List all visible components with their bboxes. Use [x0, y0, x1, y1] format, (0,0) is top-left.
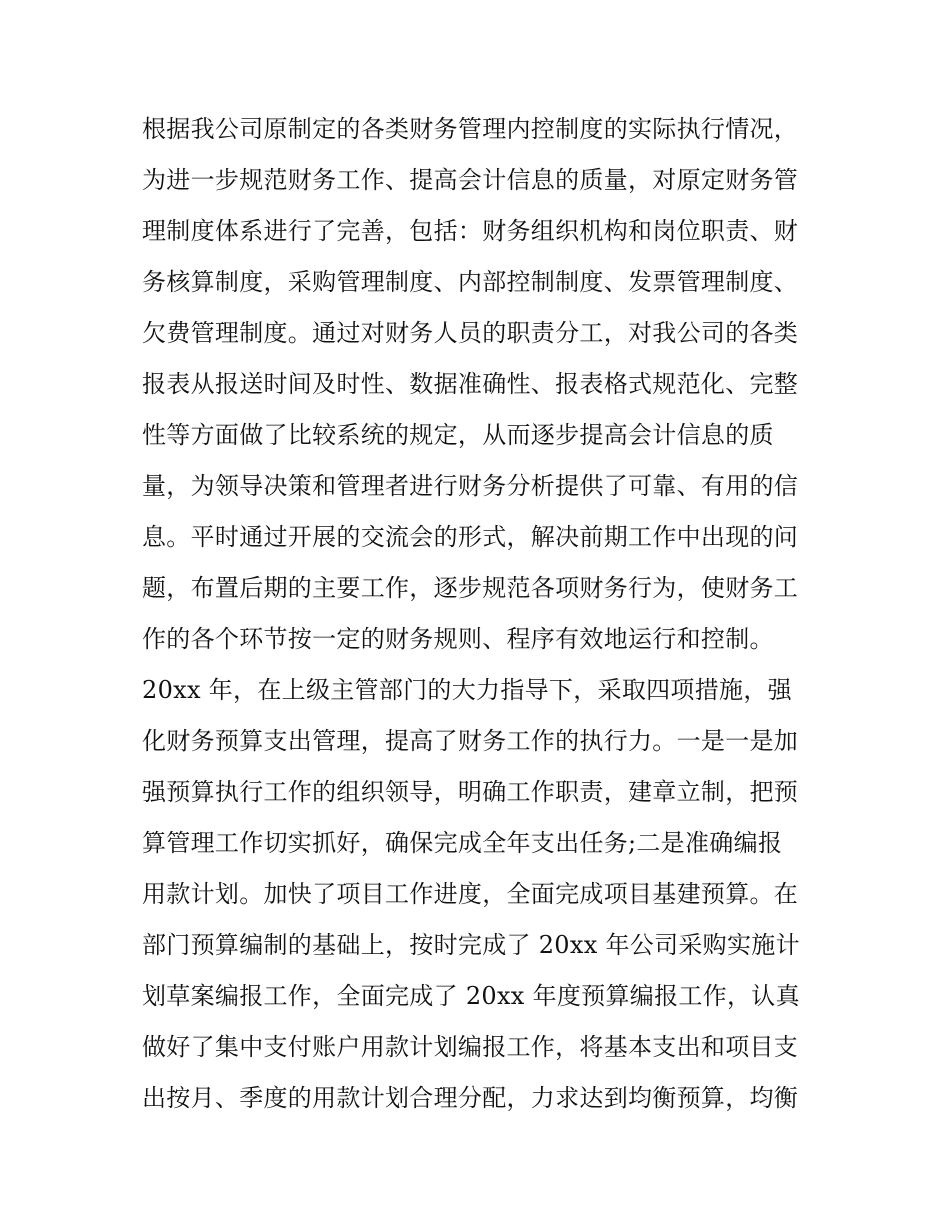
text-line: 化财务预算支出管理，提高了财务工作的执行力。一是一是加 [142, 727, 799, 755]
text-line: 根据我公司原制定的各类财务管理内控制度的实际执行情况， [142, 115, 799, 143]
text-line: 题，布置后期的主要工作，逐步规范各项财务行为，使财务工 [142, 574, 799, 602]
text-line: 性等方面做了比较系统的规定，从而逐步提高会计信息的质 [142, 421, 774, 449]
text-line: 划草案编报工作，全面完成了 20xx 年度预算编报工作，认真 [142, 982, 800, 1010]
text-line: 理制度体系进行了完善，包括：财务组织机构和岗位职责、财 [142, 217, 799, 245]
text-line: 欠费管理制度。通过对财务人员的职责分工，对我公司的各类 [142, 319, 799, 347]
text-line: 报表从报送时间及时性、数据准确性、报表格式规范化、完整 [142, 370, 799, 398]
text-line: 算管理工作切实抓好，确保完成全年支出任务;二是准确编报 [142, 829, 783, 857]
text-line: 用款计划。加快了项目工作进度，全面完成项目基建预算。在 [142, 880, 799, 908]
text-line: 量，为领导决策和管理者进行财务分析提供了可靠、有用的信 [142, 472, 799, 500]
text-line: 强预算执行工作的组织领导，明确工作职责，建章立制，把预 [142, 778, 799, 806]
text-line: 出按月、季度的用款计划合理分配，力求达到均衡预算，均衡 [142, 1084, 799, 1112]
text-line: 做好了集中支付账户用款计划编报工作，将基本支出和项目支 [142, 1033, 799, 1061]
text-line: 20xx 年，在上级主管部门的大力指导下，采取四项措施，强 [142, 676, 792, 704]
text-line: 务核算制度，采购管理制度、内部控制制度、发票管理制度、 [142, 268, 799, 296]
text-line: 作的各个环节按一定的财务规则、程序有效地运行和控制。 [142, 625, 774, 653]
text-line: 部门预算编制的基础上，按时完成了 20xx 年公司采购实施计 [142, 931, 800, 959]
body-paragraph [142, 104, 822, 1124]
text-line: 为进一步规范财务工作、提高会计信息的质量，对原定财务管 [142, 166, 799, 194]
text-line: 息。平时通过开展的交流会的形式，解决前期工作中出现的问 [142, 523, 799, 551]
